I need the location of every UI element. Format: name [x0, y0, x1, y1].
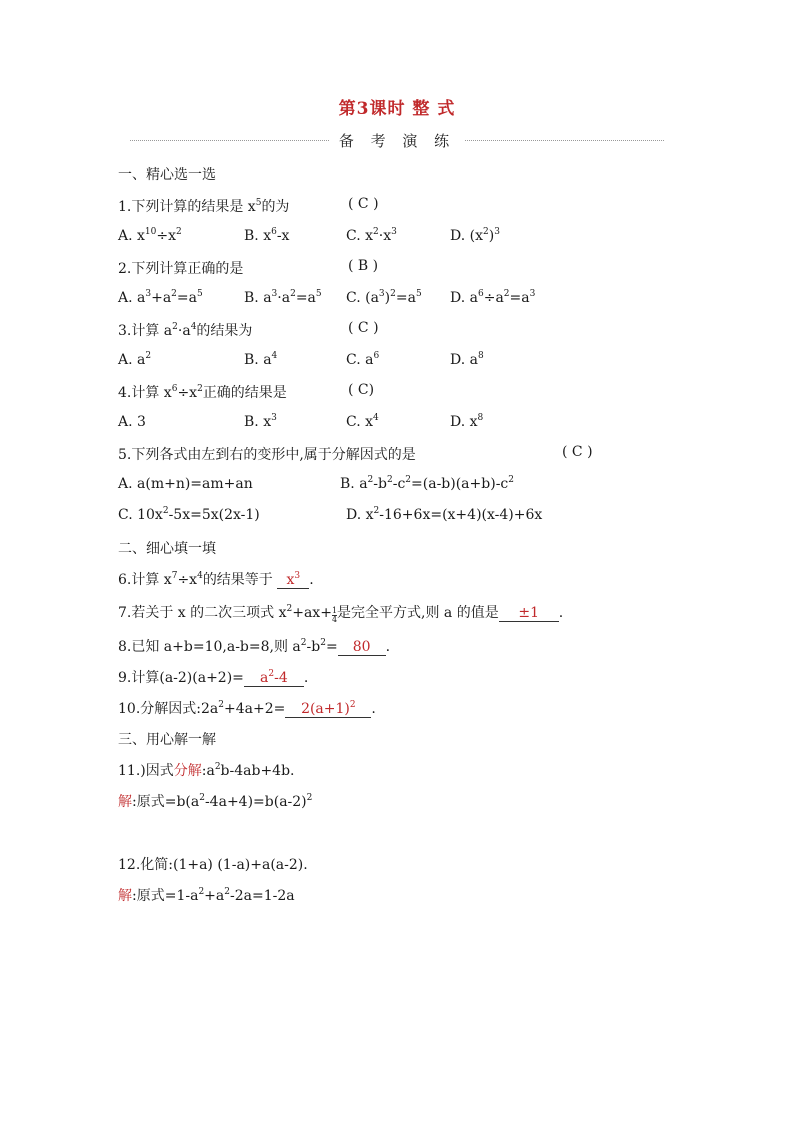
question-7-answer-blank: ±1: [499, 605, 559, 622]
question-4-option-b: B. $x^3$: [244, 413, 277, 430]
question-5-option-b: B. $a^2-b^2-c^2=(a-b)(a+b)-c^2$: [340, 475, 514, 492]
question-11-solution: 解:原式$=b(a^2-4a+4)=b(a-2)^2$: [118, 793, 313, 810]
question-3-option-c: C. $a^6$: [346, 351, 380, 368]
question-3-option-a: A. $a^2$: [118, 351, 152, 368]
question-1-stem: 1.下列计算的结果是 $x^5$的为: [118, 198, 290, 215]
question-9-answer-blank: $a^2-4$: [244, 670, 304, 687]
question-8-answer-blank: 80: [338, 639, 386, 656]
question-4-option-c: C. $x^4$: [346, 413, 379, 430]
question-2-answer: ( B ): [348, 258, 379, 274]
dotted-rule-right: [465, 140, 664, 141]
question-1-answer: ( C ): [348, 196, 379, 212]
question-12: 12.化简:(1+a) (1-a)+a(a-2).: [118, 857, 308, 873]
question-9: 9.计算$(a-2)(a+2)= a^2-4$ .: [118, 669, 309, 686]
fraction: $\frac{1}{4}$: [331, 606, 338, 624]
question-3-stem: 3.计算 $a^2\cdot a^4$的结果为: [118, 322, 253, 339]
question-1-option-b: B. $x^6-x$: [244, 227, 290, 244]
question-8: 8.已知 a+b=10,a-b=8,则 $a^2-b^2= 80$ .: [118, 638, 391, 655]
question-4-option-d: D. $x^8$: [450, 413, 484, 430]
question-1-option-c: C. $x^2\cdot x^3$: [346, 227, 397, 244]
page-title: 第3课时 整 式: [338, 99, 456, 119]
question-10: 10.分解因式$:2a^2+4a+2= 2(a+1)^2$ .: [118, 700, 376, 717]
question-5-option-d: D. $x^2-16+6x=(x+4)(x-4)+6x$: [346, 506, 543, 523]
question-5-option-a: A. a(m+n)=am+an: [118, 476, 253, 492]
question-11: 11.)因式分解$:a^2b-4ab+4b$.: [118, 762, 295, 779]
section-heading-1: 一、精心选一选: [118, 167, 216, 183]
question-5-stem: 5.下列各式由左到右的变形中,属于分解因式的是: [118, 447, 416, 463]
question-2-option-d: D. $a^6\div a^2=a^3$: [450, 289, 536, 306]
question-3-option-d: D. $a^8$: [450, 351, 484, 368]
section-heading-2: 二、细心填一填: [118, 541, 216, 557]
question-1-option-d: D. $(x^2)^3$: [450, 227, 500, 244]
question-2-option-a: A. $a^3+a^2=a^5$: [118, 289, 203, 306]
question-3-answer: ( C ): [348, 320, 379, 336]
question-1-option-a: A. $x^{10}\div x^2$: [118, 227, 182, 244]
question-2-option-c: C. $(a^3)^2=a^5$: [346, 289, 422, 306]
question-2-option-b: B. $a^3\cdot a^2=a^5$: [244, 289, 322, 306]
question-5-option-c: C. $10x^2-5x=5x(2x-1)$: [118, 506, 260, 523]
question-4-answer: ( C): [348, 382, 375, 398]
dotted-rule-left: [130, 140, 329, 141]
question-12-solution: 解:原式$=1-a^2+a^2-2a=1-2a$: [118, 887, 295, 904]
question-6-answer-blank: $x^3$: [277, 572, 309, 589]
question-7: 7.若关于 x 的二次三项式 $x^2+ax+$ $\frac{1}{4}$ 是完全平方式,则 a 的值是 ±1 .: [118, 604, 564, 624]
question-3-option-b: B. $a^4$: [244, 351, 278, 368]
question-10-answer-blank: $2(a+1)^2$: [285, 701, 371, 718]
question-5-answer: ( C ): [562, 444, 593, 460]
subtitle-bar: [130, 128, 664, 152]
question-4-stem: 4.计算 $x^6\div x^2$正确的结果是: [118, 384, 287, 401]
question-4-option-a: A. 3: [118, 414, 146, 430]
question-6: 6.计算 $x^7\div x^4$的结果等于 $x^3$ .: [118, 571, 314, 588]
question-2-stem: 2.下列计算正确的是: [118, 261, 244, 277]
section-heading-3: 三、用心解一解: [118, 732, 216, 748]
subtitle: 备 考 演 练: [338, 131, 456, 150]
